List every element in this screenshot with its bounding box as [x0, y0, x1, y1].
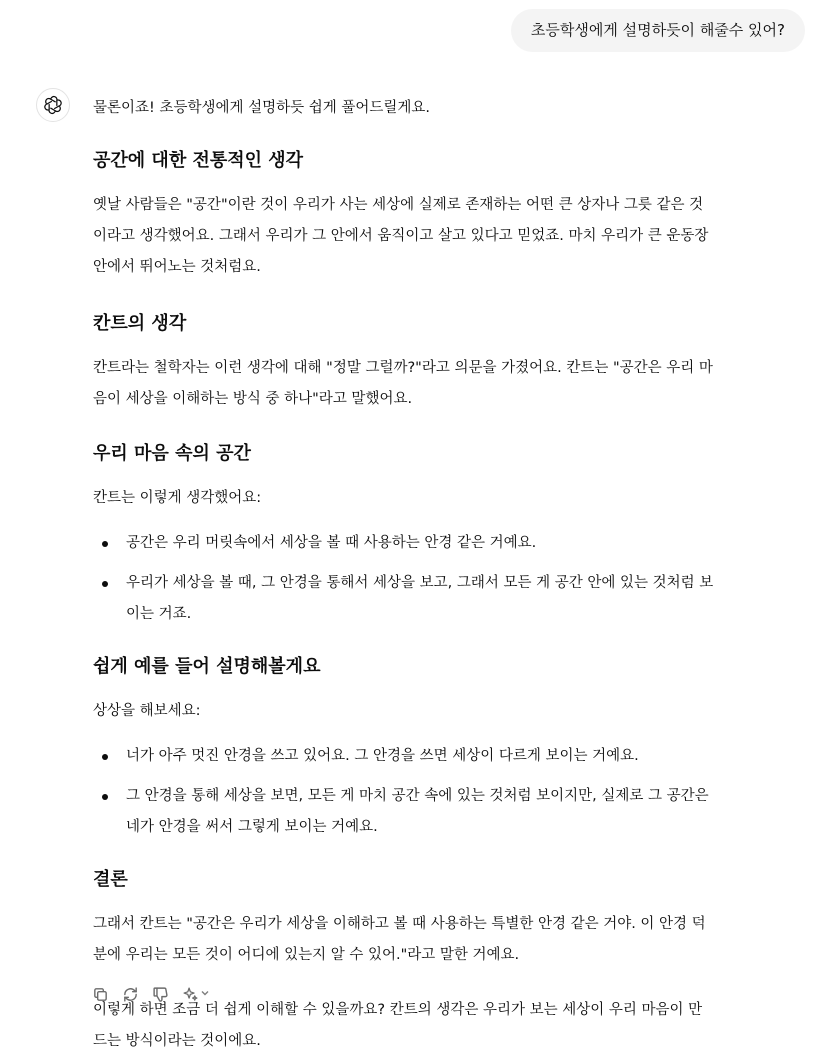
section-heading-kant: 칸트의 생각: [93, 313, 187, 334]
list-item-line: 너가 아주 멋진 안경을 쓰고 있어요. 그 안경을 쓰면 세상이 다르게 보이는 거예요.: [126, 748, 639, 764]
section-heading-example: 쉽게 예를 들어 설명해볼게요: [93, 656, 321, 677]
copy-icon: [92, 986, 109, 1003]
bullet-list-example: [93, 741, 801, 843]
section-paragraph-kant: [93, 353, 801, 415]
list-item-line: 그 안경을 통해 세상을 보면, 모든 게 마치 공간 속에 있는 것처럼 보이지만, 실제로 그 공간은: [126, 788, 709, 804]
user-message-bubble: [511, 9, 805, 52]
regenerate-button[interactable]: [120, 984, 140, 1004]
paragraph-line: 드는 방식이라는 것이에요.: [93, 1033, 261, 1049]
list-item-line: 이는 거죠.: [126, 606, 192, 622]
paragraph-line: 칸트라는 철학자는 이런 생각에 대해 "정말 그럴까?"라고 의문을 가졌어요. 칸트는 "공간은 우리 마: [93, 360, 713, 376]
paragraph-line: 안에서 뛰어노는 것처럼요.: [93, 259, 261, 275]
paragraph-line: 분에 우리는 모든 것이 어디에 있는지 알 수 있어."라고 말한 거예요.: [93, 947, 520, 963]
bullet-list-mind-space: [93, 528, 801, 630]
section-heading-conclusion: 결론: [93, 869, 128, 890]
thumbs-down-icon: [152, 986, 169, 1003]
list-item: [126, 781, 801, 843]
assistant-message: [93, 93, 801, 1057]
openai-logo-icon: [43, 95, 63, 115]
list-item: [126, 568, 801, 630]
section-paragraph-conclusion: [93, 909, 801, 971]
paragraph-line: 음이 세상을 이해하는 방식 중 하나"라고 말했어요.: [93, 391, 413, 407]
model-switch-button[interactable]: [180, 984, 200, 1004]
paragraph-line: 옛날 사람들은 "공간"이란 것이 우리가 사는 세상에 실제로 존재하는 어떤 큰 상자나 그릇 같은 것: [93, 197, 704, 213]
section-heading-traditional: 공간에 대한 전통적인 생각: [93, 150, 304, 171]
list-item-line: 공간은 우리 머릿속에서 세상을 볼 때 사용하는 안경 같은 거예요.: [126, 535, 537, 551]
answer-intro: 물론이죠! 초등학생에게 설명하듯 쉽게 풀어드릴게요.: [93, 100, 431, 116]
sparkle-icon: [182, 986, 199, 1003]
paragraph-line: 이라고 생각했어요. 그래서 우리가 그 안에서 움직이고 살고 있다고 믿었죠. 마치 우리가 큰 운동장: [93, 228, 709, 244]
assistant-avatar: [36, 88, 70, 122]
section-paragraph-traditional: [93, 190, 801, 283]
paragraph-line: 이렇게 하면 조금 더 쉽게 이해할 수 있을까요? 칸트의 생각은 우리가 보는 세상이 우리 마음이 만: [93, 1002, 703, 1018]
section-intro-example: 상상을 해보세요:: [93, 703, 201, 719]
section-heading-mind-space: 우리 마음 속의 공간: [93, 443, 251, 464]
answer-closing: [93, 995, 801, 1057]
section-intro-mind-space: 칸트는 이렇게 생각했어요:: [93, 490, 262, 506]
user-message-text: 초등학생에게 설명하듯이 해줄수 있어?: [530, 21, 785, 39]
dislike-button[interactable]: [150, 984, 170, 1004]
chevron-down-icon[interactable]: [200, 988, 210, 1001]
list-item-line: 우리가 세상을 볼 때, 그 안경을 통해서 세상을 보고, 그래서 모든 게 공간 안에 있는 것처럼 보: [126, 575, 714, 591]
paragraph-line: 그래서 칸트는 "공간은 우리가 세상을 이해하고 볼 때 사용하는 특별한 안경 같은 거야. 이 안경 덕: [93, 916, 706, 932]
list-item-line: 네가 안경을 써서 그렇게 보이는 거예요.: [126, 819, 378, 835]
regenerate-icon: [122, 986, 139, 1003]
message-action-bar: [90, 984, 210, 1004]
list-item: [126, 741, 801, 772]
list-item: [126, 528, 801, 559]
copy-button[interactable]: [90, 984, 110, 1004]
